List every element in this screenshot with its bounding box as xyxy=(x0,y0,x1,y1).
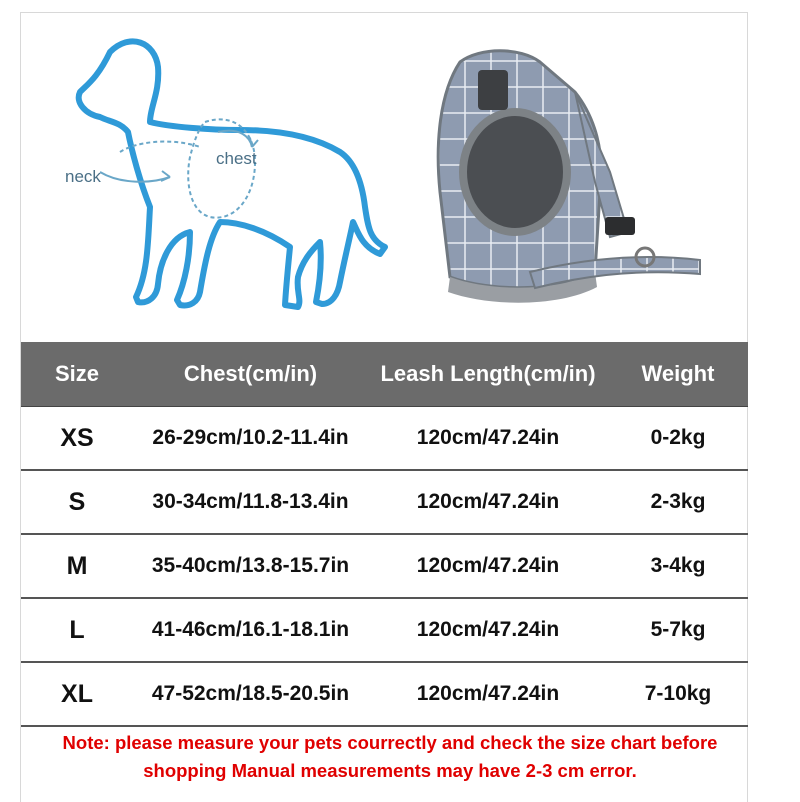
illustration-area xyxy=(20,12,748,342)
neck-label: neck xyxy=(65,167,101,186)
chest-cell: 30-34cm/11.8-13.4in xyxy=(133,470,368,534)
size-chart-table xyxy=(21,342,748,727)
size-cell: L xyxy=(21,598,133,662)
size-cell: M xyxy=(21,534,133,598)
header-size: Size xyxy=(21,342,133,407)
size-cell: S xyxy=(21,470,133,534)
weight-cell: 2-3kg xyxy=(608,470,748,534)
chest-cell: 35-40cm/13.8-15.7in xyxy=(133,534,368,598)
table-header-row xyxy=(21,342,748,407)
leash-length-cell: 120cm/47.24in xyxy=(368,598,608,662)
table-row xyxy=(21,407,748,471)
table-row xyxy=(21,470,748,534)
chest-cell: 26-29cm/10.2-11.4in xyxy=(133,407,368,471)
measurement-note xyxy=(20,729,760,785)
table-row xyxy=(21,662,748,726)
leash-length-cell: 120cm/47.24in xyxy=(368,662,608,726)
weight-cell: 0-2kg xyxy=(608,407,748,471)
note-line-1: Note: please measure your pets courrectly and check the size chart before xyxy=(62,732,718,753)
chest-cell: 41-46cm/16.1-18.1in xyxy=(133,598,368,662)
table-row xyxy=(21,598,748,662)
weight-cell: 7-10kg xyxy=(608,662,748,726)
header-weight: Weight xyxy=(608,342,748,407)
leash-length-cell: 120cm/47.24in xyxy=(368,534,608,598)
leash-length-cell: 120cm/47.24in xyxy=(368,407,608,471)
chest-cell: 47-52cm/18.5-20.5in xyxy=(133,662,368,726)
size-cell: XL xyxy=(21,662,133,726)
header-leash-length: Leash Length(cm/in) xyxy=(368,342,608,407)
weight-cell: 3-4kg xyxy=(608,534,748,598)
harness-product-photo xyxy=(400,22,720,322)
size-cell: XS xyxy=(21,407,133,471)
leash-length-cell: 120cm/47.24in xyxy=(368,470,608,534)
weight-cell: 5-7kg xyxy=(608,598,748,662)
header-chest: Chest(cm/in) xyxy=(133,342,368,407)
chest-label: chest xyxy=(216,149,257,168)
table-row xyxy=(21,534,748,598)
note-line-2: shopping Manual measurements may have 2-3 cm error. xyxy=(143,760,637,781)
